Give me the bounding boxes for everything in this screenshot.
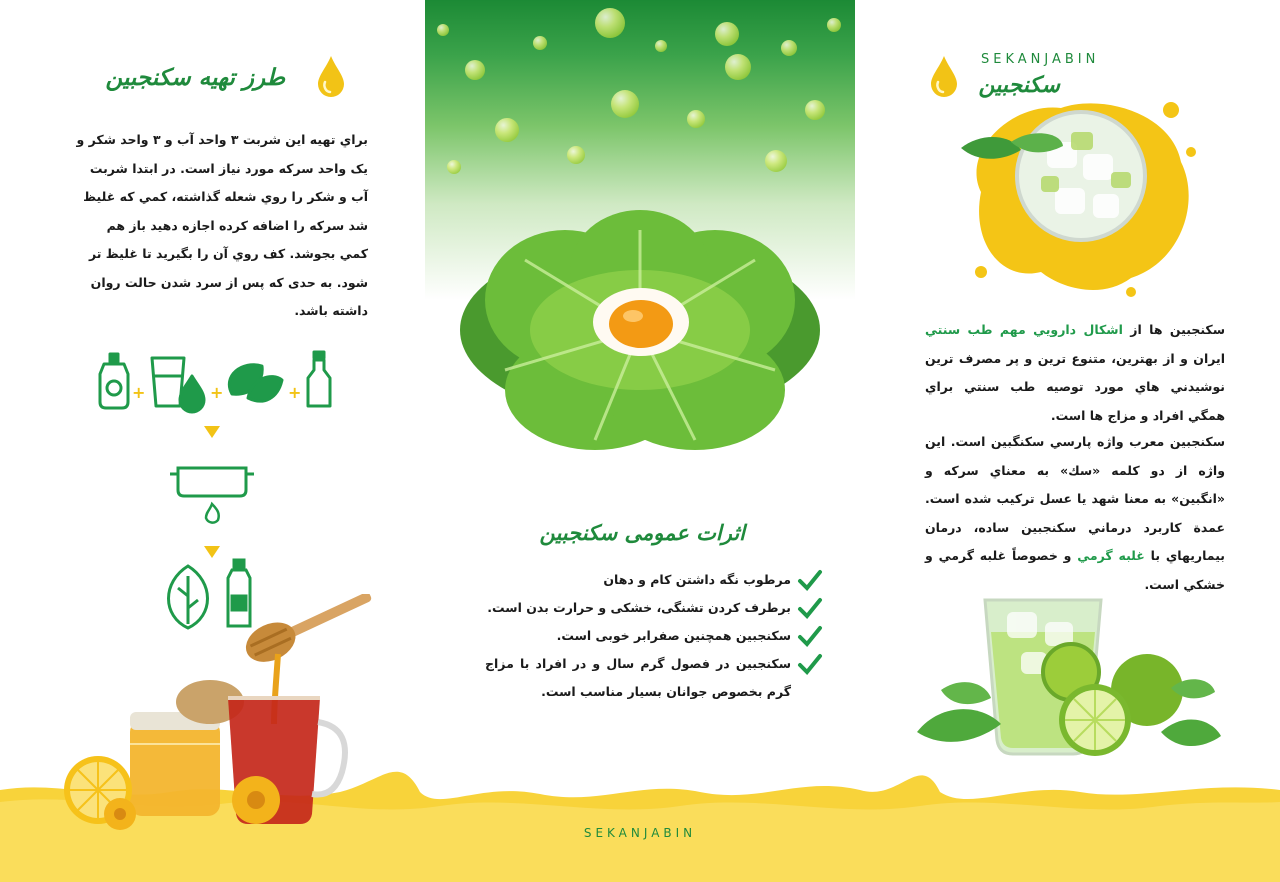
sugar-jar-icon bbox=[100, 354, 128, 408]
lime-drink-image bbox=[911, 592, 1231, 782]
water-drop-icon bbox=[180, 376, 204, 412]
cooking-pot-icon bbox=[170, 468, 254, 496]
svg-text:+: + bbox=[288, 383, 302, 402]
oil-drop-icon bbox=[316, 54, 346, 98]
recipe-title: طرز تهیه سکنجبین bbox=[105, 64, 285, 91]
effect-item: سکنجبين در فصول گرم سال و در افراد با مزاج گرم بخصوص جوانان بسيار مناسب است. bbox=[485, 650, 825, 706]
flame-icon bbox=[206, 504, 219, 523]
etymology-text: سکنجبين معرب واژه پارسي سکنگبين است. اين واژه از دو کلمه «سك» به معناي سرکه و «انگبين» به معنا شهد يا عسل ترکيب شده است. عمدة کاربرد درماني سکنجبين ساده، درمان بيماريهاي با غلبه گرمي و خصوصاً غلبه گرمي و خشکي است. bbox=[925, 434, 1225, 592]
mint-leaves-icon bbox=[229, 365, 282, 401]
check-icon bbox=[797, 624, 823, 650]
vinegar-bottle-icon bbox=[308, 352, 330, 406]
effects-title: اثرات عمومی سکنجبین bbox=[539, 520, 745, 545]
effect-item: سکنجبين همچنين صفرابر خوبی است. bbox=[485, 622, 825, 650]
effects-list bbox=[485, 566, 825, 706]
intro-text: سکنجبين ها از اشکال دارويي مهم طب سنتي ايران و از بهترين، متنوع ترين و پر مصرف ترين نوشيدني هاي مورد توصيه طب سنتي براي همگي افراد و مزاج ها است. bbox=[925, 322, 1225, 423]
honey-tea-image bbox=[60, 594, 400, 834]
check-icon bbox=[797, 596, 823, 622]
effect-item: مرطوب نگه داشتن کام و دهان bbox=[485, 566, 825, 594]
iced-drink-image bbox=[951, 92, 1201, 302]
check-icon bbox=[797, 652, 823, 678]
brand-english: SEKANJABIN bbox=[981, 52, 1100, 67]
svg-text:+: + bbox=[132, 383, 146, 402]
svg-text:+: + bbox=[210, 383, 224, 402]
effect-item: برطرف کردن تشنگی، خشکی و حرارت بدن است. bbox=[485, 594, 825, 622]
lettuce-egg-image bbox=[445, 200, 835, 490]
check-icon bbox=[797, 568, 823, 594]
middle-panel bbox=[425, 0, 855, 882]
footer-brand: SEKANJABIN bbox=[583, 826, 697, 840]
right-panel bbox=[855, 0, 1280, 882]
left-panel bbox=[0, 0, 425, 882]
recipe-text: براي تهيه اين شربت ۳ واحد آب و ۳ واحد شکر و يک واحد سرکه مورد نياز است. در ابتدا شربت آب و شکر را روي شعله گذاشته، کمي که غليظ شد سرکه را اضافه کرده اجازه دهيد باز هم کمي بجوشد. کف روي آن را بگيريد تا غليظ تر شود. به حدی که پس از سرد شدن حالت روان داشته باشد. bbox=[76, 132, 368, 318]
brand-persian: سکنجبین bbox=[978, 72, 1060, 98]
